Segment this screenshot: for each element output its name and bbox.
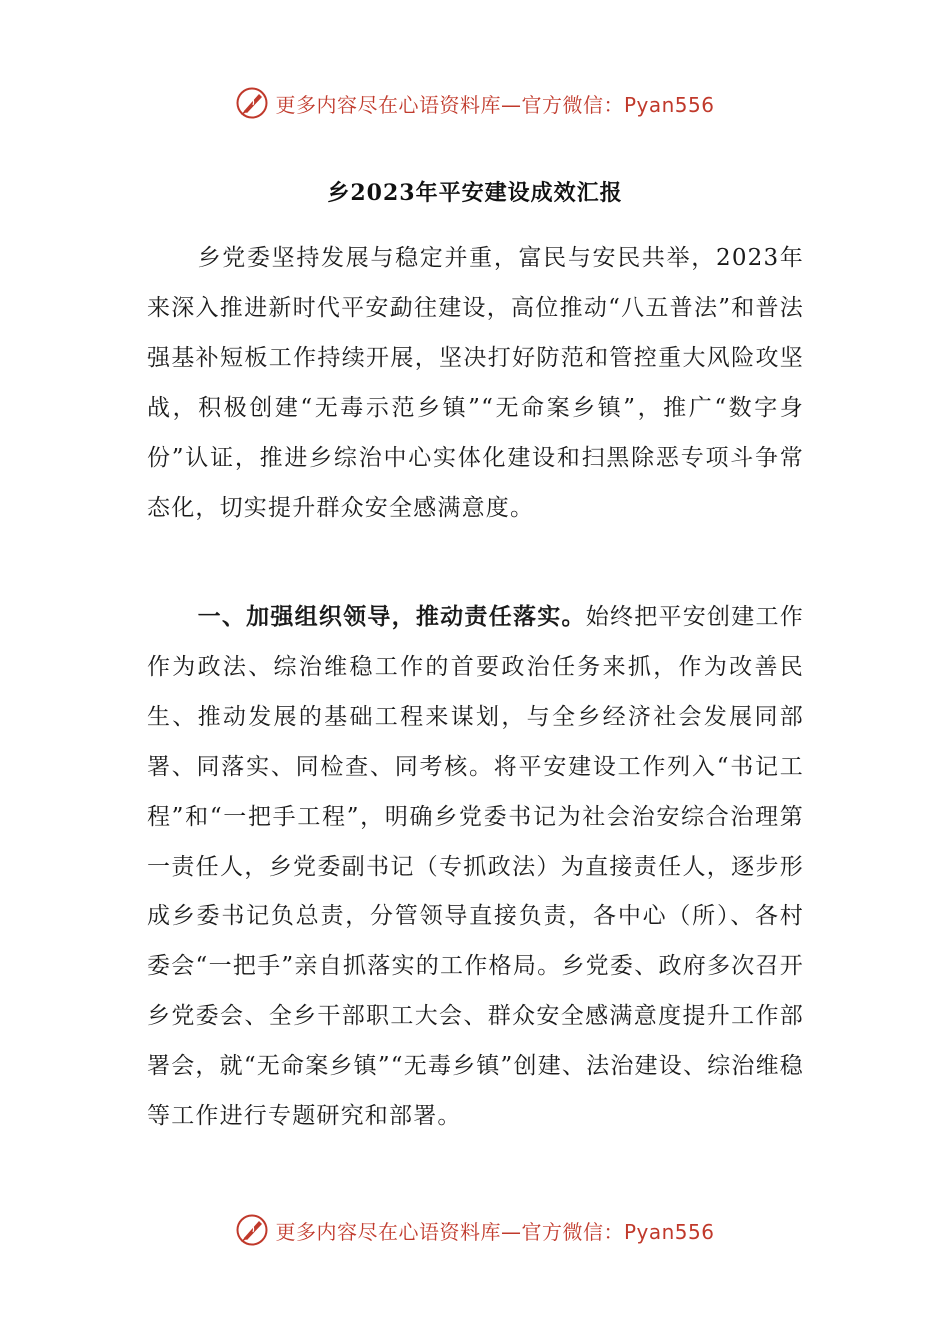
watermark-banner-top [0,83,950,123]
watermark-text: 更多内容尽在心语资料库—官方微信：Pyan556 [275,92,715,117]
quill-pen-logo-icon [235,86,269,120]
watermark-banner-bottom [0,1210,950,1250]
section-1-block [147,592,804,1142]
quill-pen-logo-icon [235,1213,269,1247]
intro-paragraph: 乡党委坚持发展与稳定并重，富民与安民共举，2023年来深入推进新时代平安勐往建设，高位推动“八五普法”和普法强基补短板工作持续开展，坚决打好防范和管控重大风险攻坚战，积极创建“无毒示范乡镇”“无命案乡镇”，推广“数字身份”认证，推进乡综治中心实体化建设和扫黑除恶专项斗争常态化，切实提升群众安全感满意度。 [147,245,804,521]
document-title: 乡2023年平安建设成效汇报 [327,180,623,206]
section-1-paragraph [147,592,804,1142]
intro-paragraph-block [147,234,804,533]
watermark-text: 更多内容尽在心语资料库—官方微信：Pyan556 [275,1219,715,1244]
section-1-heading: 一、加强组织领导，推动责任落实。 [197,603,586,630]
section-1-body: 始终把平安创建工作作为政法、综治维稳工作的首要政治任务来抓，作为改善民生、推动发展的基础工程来谋划，与全乡经济社会发展同部署、同落实、同检查、同考核。将平安建设工作列入“书记工程”和“一把手工程”，明确乡党委书记为社会治安综合治理第一责任人，乡党委副书记（专抓政法）为直接责任人，逐步形成乡委书记负总责，分管领导直接负责，各中心（所）、各村委会“一把手”亲自抓落实的工作格局。乡党委、政府多次召开乡党委会、全乡干部职工大会、群众安全感满意度提升工作部署会，就“无命案乡镇”“无毒乡镇”创建、法治建设、综治维稳等工作进行专题研究和部署。 [147,604,804,1130]
